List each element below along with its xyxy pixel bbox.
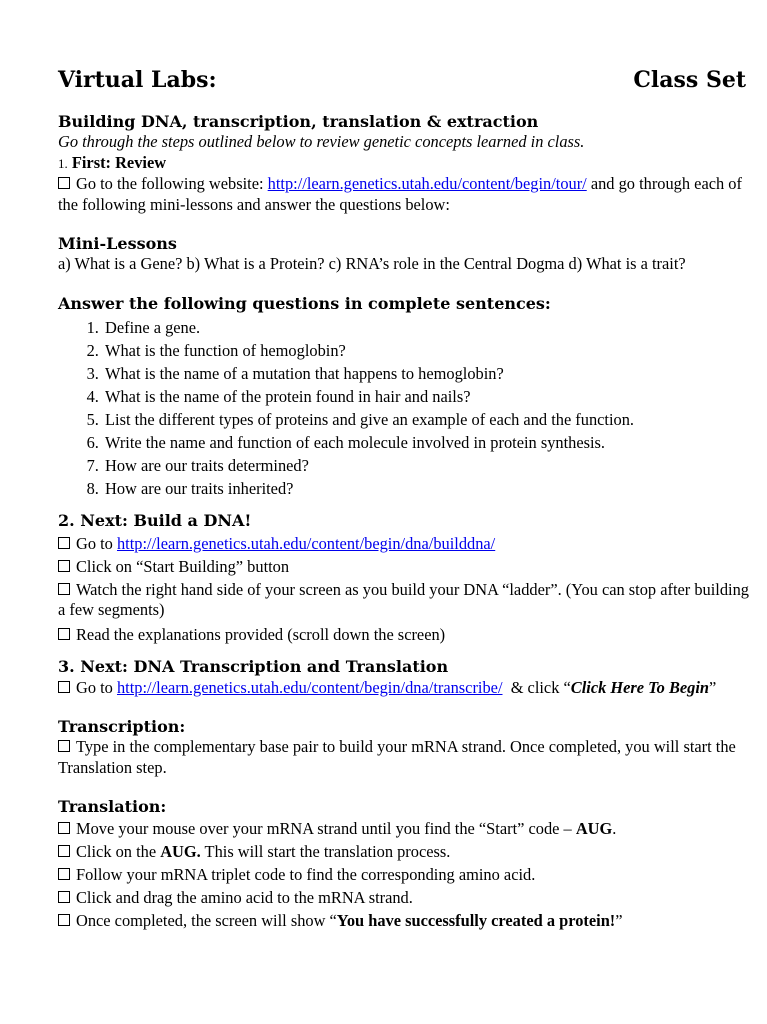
list-item: 1. Define a gene. [103, 316, 760, 339]
intro-heading: Building DNA, transcription, translation & extraction [58, 112, 539, 131]
translation-step1-text: Move your mouse over your mRNA strand until you find the “Start” code – [76, 819, 576, 838]
section3-step1 [58, 678, 760, 699]
translation-step4 [58, 886, 760, 909]
transcription-step [58, 737, 760, 778]
section1-pre: Go to the following website: [76, 174, 268, 193]
section1-post: and go through each of the following mini-lessons and answer the questions below: [58, 174, 742, 214]
section3-click-post: ” [709, 677, 717, 697]
section1-heading [58, 153, 760, 175]
translation-step1 [58, 817, 760, 840]
checkbox-icon[interactable] [58, 537, 70, 549]
success-message: You have successfully created a protein! [336, 911, 616, 930]
aug-code-2: AUG. [160, 842, 201, 861]
translation-step2 [58, 840, 760, 863]
section3-heading: 3. Next: DNA Transcription and Translation [58, 656, 449, 676]
translation-step2-end: This will start the translation process. [200, 842, 451, 861]
class-set-label: Class Set [633, 67, 746, 93]
title-row [58, 66, 746, 94]
list-item: 6. Write the name and function of each molecule involved in protein synthesis. [103, 431, 760, 454]
list-item: 8. How are our traits inherited? [103, 477, 760, 500]
section2-step3 [58, 578, 760, 621]
translation-heading: Translation: [58, 797, 167, 816]
click-here-to-begin: Click Here To Begin [570, 677, 710, 697]
tour-link[interactable]: http://learn.genetics.utah.edu/content/begin/tour/ [267, 174, 587, 193]
translation-step3-text: Follow your mRNA triplet code to find the corresponding amino acid. [76, 865, 536, 884]
section2-step4-text: Read the explanations provided (scroll down the screen) [76, 624, 446, 644]
checkbox-icon[interactable] [58, 868, 70, 880]
section1-instruction [58, 174, 760, 215]
document-page [58, 66, 760, 932]
checkbox-icon[interactable] [58, 822, 70, 834]
checkbox-icon[interactable] [58, 628, 70, 640]
section2-heading: 2. Next: Build a DNA! [58, 510, 252, 530]
transcription-text: Type in the complementary base pair to build your mRNA strand. Once completed, you will start the Translation step. [58, 737, 736, 777]
section2-step4 [58, 621, 760, 646]
intro-subtitle: Go through the steps outlined below to review genetic concepts learned in class. [58, 132, 585, 151]
builddna-link[interactable]: http://learn.genetics.utah.edu/content/begin/dna/builddna/ [116, 533, 496, 553]
translation-step2-text: Click on the [76, 842, 161, 861]
section1-number: 1. [58, 155, 68, 171]
translation-step5-text: Once completed, the screen will show “ [76, 911, 337, 930]
section1-title: First: Review [71, 152, 167, 172]
checkbox-icon[interactable] [58, 177, 70, 189]
translation-step1-end: . [612, 819, 617, 838]
list-item: 7. How are our traits determined? [103, 454, 760, 477]
section3-goto: Go to [76, 677, 117, 697]
questions-list [58, 316, 760, 500]
list-item: 5. List the different types of proteins and give an example of each and the function. [103, 408, 760, 431]
section2-step2-text: Click on “Start Building” button [76, 556, 290, 576]
checkbox-icon[interactable] [58, 583, 70, 595]
checkbox-icon[interactable] [58, 560, 70, 572]
transcription-heading: Transcription: [58, 717, 186, 736]
section2-goto: Go to [76, 533, 117, 553]
minilessons-text: a) What is a Gene? b) What is a Protein? c) RNA’s role in the Central Dogma d) What is a trait? [58, 254, 686, 273]
section2-step2 [58, 555, 760, 578]
transcribe-link[interactable]: http://learn.genetics.utah.edu/content/begin/dna/transcribe/ [116, 677, 503, 697]
section2-step3-text: Watch the right hand side of your screen as you build your DNA “ladder”. (You can stop after building a few segments) [58, 579, 749, 619]
section3-click-pre: & click “ [502, 677, 571, 697]
section2-step1 [58, 532, 760, 555]
translation-step5 [58, 909, 760, 932]
checkbox-icon[interactable] [58, 681, 70, 693]
checkbox-icon[interactable] [58, 845, 70, 857]
list-item: 2. What is the function of hemoglobin? [103, 339, 760, 362]
questions-heading: Answer the following questions in complete sentences: [58, 293, 551, 313]
checkbox-icon[interactable] [58, 914, 70, 926]
minilessons-heading: Mini-Lessons [58, 234, 177, 253]
list-item: 4. What is the name of the protein found in hair and nails? [103, 385, 760, 408]
aug-code: AUG [575, 819, 613, 838]
translation-step4-text: Click and drag the amino acid to the mRNA strand. [76, 888, 413, 907]
translation-step3 [58, 863, 760, 886]
translation-step5-end: ” [615, 911, 623, 930]
checkbox-icon[interactable] [58, 891, 70, 903]
page-title: Virtual Labs: [58, 67, 217, 93]
checkbox-icon[interactable] [58, 740, 70, 752]
list-item: 3. What is the name of a mutation that happens to hemoglobin? [103, 362, 760, 385]
